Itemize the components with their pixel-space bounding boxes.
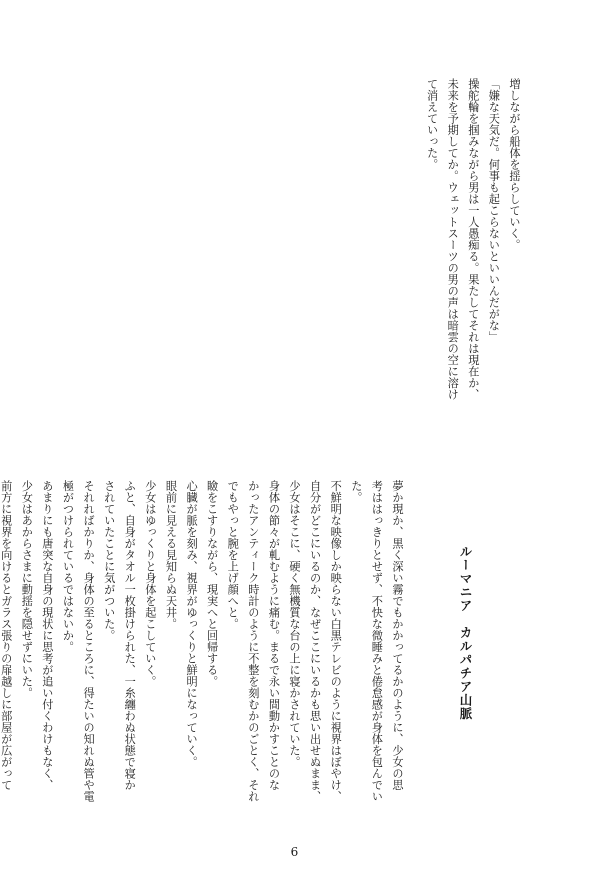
text-line: 少女はゆっくりと身体を起こしていく。	[143, 480, 157, 687]
text-line: 考ははっきりとせず、不快な微睡みと倦怠感が身体を包んでい	[370, 480, 384, 802]
text-line: 夢か現か、黒く深い霧でもかかってるかのように、少女の思	[391, 480, 404, 791]
text-line: 前方に視界を向けるとガラス張りの扉越しに部屋が広がって	[0, 480, 13, 791]
text-line: 増しながら船体を揺らしていく。	[508, 78, 521, 251]
text-line: 操舵輪を掴みながら男は一人愚痴る。果たしてそれは現在か、	[466, 78, 480, 400]
text-line: 「嫌な天気だ。何事も起こらないといいんだがな」	[487, 78, 501, 343]
text-line: されていたことに気がついた。	[102, 480, 116, 641]
text-line: 心臓が脈を刻み、視界がゆっくりと鮮明になっていく。	[185, 480, 199, 768]
text-line: 眼前に見える見知らぬ天井。	[164, 480, 178, 630]
top-text-block	[421, 78, 524, 448]
text-line: 身体の節々が軋むように痛む。まるで永い間動かすことのな	[267, 480, 281, 791]
text-line: て消えていった。	[425, 78, 439, 170]
text-line: 不鮮明な映像しか映らない白黒テレビのように視界はぼやけ、	[329, 480, 343, 802]
text-line: 極がつけられているではないか。	[61, 480, 75, 653]
text-line: た。	[349, 480, 363, 503]
text-line: それればかりか、身体の至るところに、得たいの知れぬ管や電	[82, 480, 96, 802]
page-number: 6	[290, 845, 299, 859]
text-line: でもやっと腕を上げ顔へと。	[226, 480, 240, 630]
text-line: 少女はそこに、硬く無機質な台の上に寝かされていた。	[288, 480, 302, 768]
bottom-text-block	[0, 480, 407, 860]
text-line: 少女はあからさまに動揺を隠せずにいた。	[20, 480, 34, 699]
text-line: 自分がどこにいるのか、なぜここにいるかも思い出せぬまま、	[308, 480, 322, 802]
section-heading: ルーマニア カルパチア山脈	[458, 545, 473, 721]
text-line: かったアンティーク時計のように不整を刻むかのごとく、それ	[246, 480, 260, 802]
text-line: あまりにも唐突な自身の現状に思考が追い付くわけもなく、	[40, 480, 54, 791]
text-line: 未来を予期してか。ウェットスーツの男の声は暗雲の空に溶け	[446, 78, 460, 400]
text-line: ふと、自身がタオル一枚掛けられた、一糸纏わぬ状態で寝か	[123, 480, 137, 791]
text-line: 瞼をこすりながら、現実へと回帰する。	[205, 480, 219, 687]
